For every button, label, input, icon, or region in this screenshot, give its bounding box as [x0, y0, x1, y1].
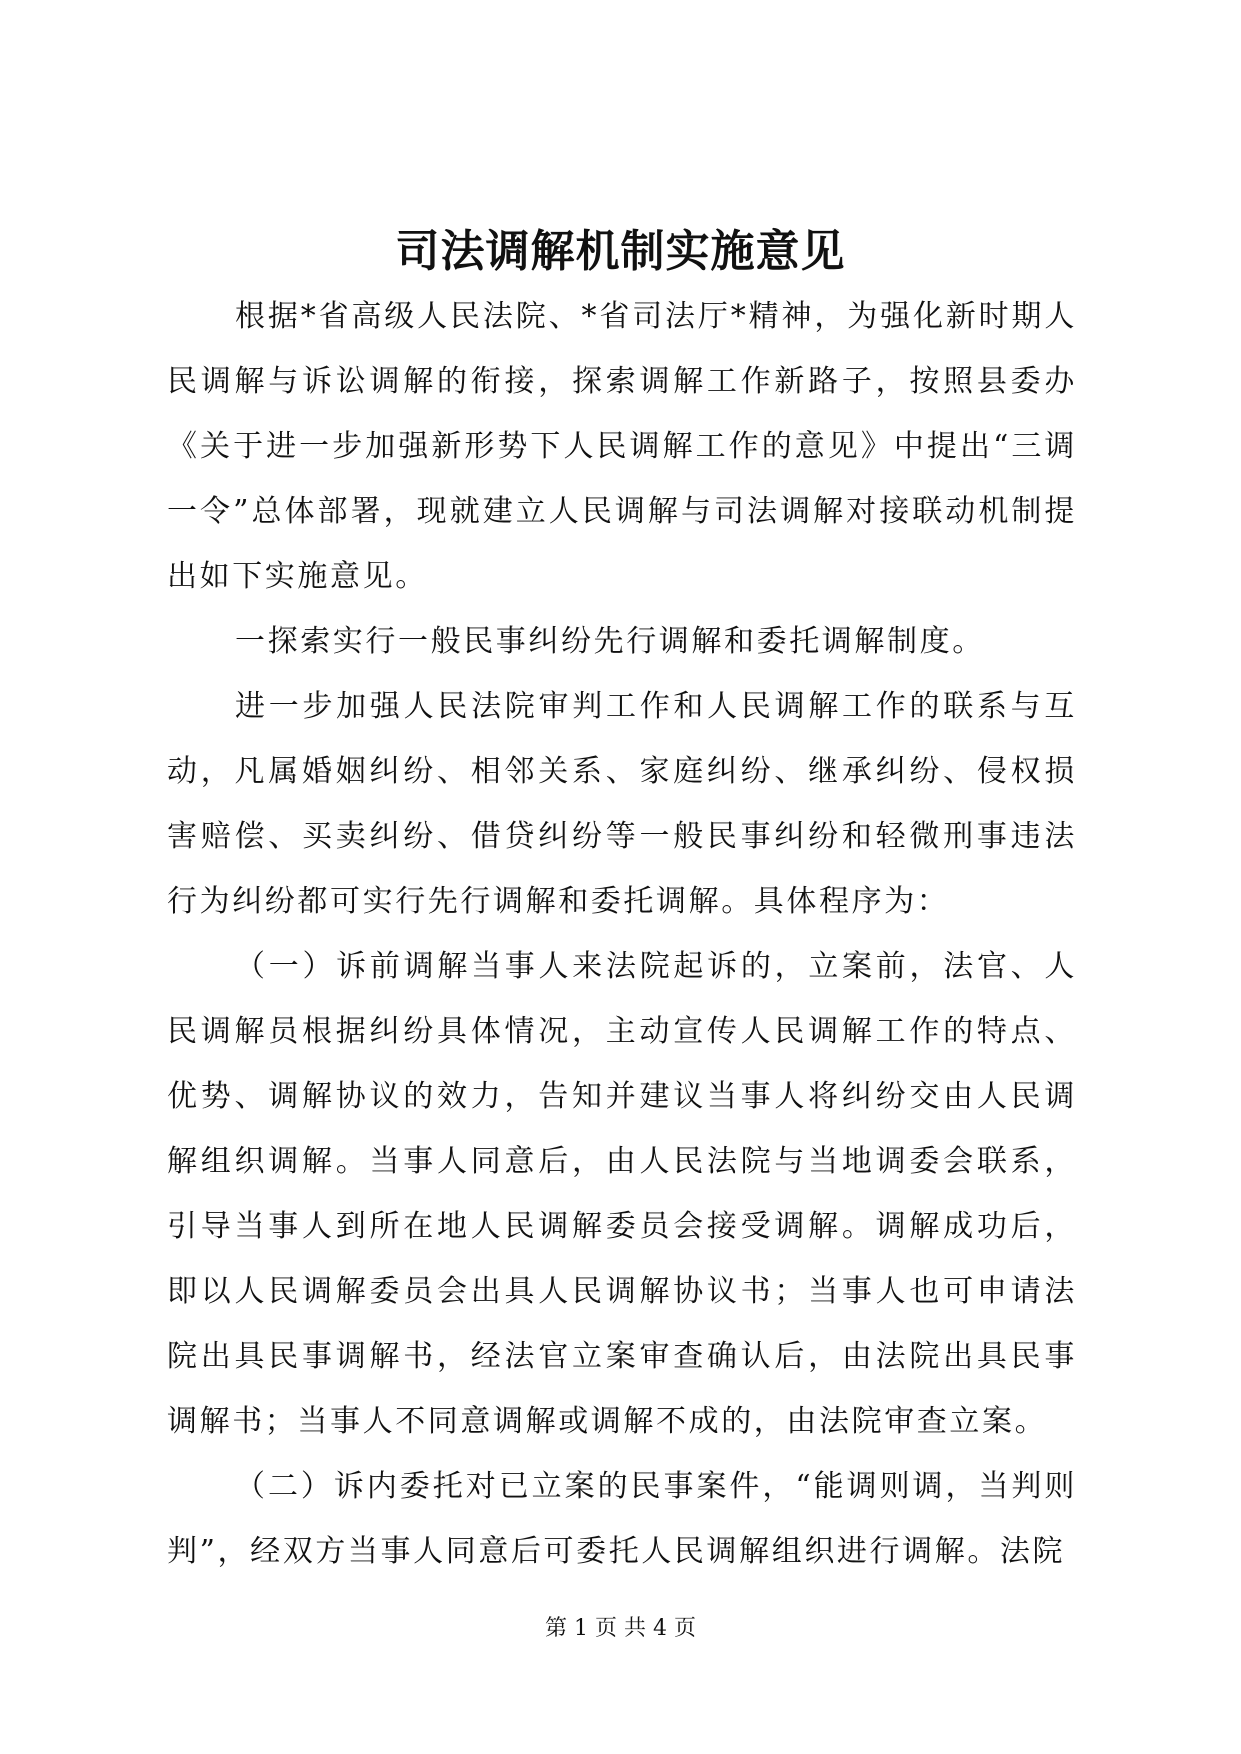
paragraph-intro: 根据*省高级人民法院、*省司法厅*精神，为强化新时期人民调解与诉讼调解的衔接，探索调解工作新路子，按照县委办《关于进一步加强新形势下人民调解工作的意见》中提出“三调一令”总体部署，现就建立人民调解与司法调解对接联动机制提出如下实施意见。 — [167, 299, 1077, 594]
document-body — [167, 284, 1077, 1584]
paragraph-pre-litigation-mediation: （一）诉前调解当事人来法院起诉的，立案前，法官、人民调解员根据纠纷具体情况，主动宣传人民调解工作的特点、优势、调解协议的效力，告知并建议当事人将纠纷交由人民调解组织调解。当事人同意后，由人民法院与当地调委会联系，引导当事人到所在地人民调解委员会接受调解。调解成功后，即以人民调解委员会出具人民调解协议书；当事人也可申请法院出具民事调解书，经法官立案审查确认后，由法院出具民事调解书；当事人不同意调解或调解不成的，由法院审查立案。 — [167, 949, 1077, 1439]
page-footer: 第 1 页 共 4 页 — [545, 1616, 696, 1641]
document-title: 司法调解机制实施意见 — [395, 226, 846, 277]
paragraph-section-one-heading: 一探索实行一般民事纠纷先行调解和委托调解制度。 — [235, 624, 985, 659]
paragraph-in-litigation-entrustment: （二）诉内委托对已立案的民事案件，“能调则调，当判则判”，经双方当事人同意后可委托人民调解组织进行调解。法院 — [167, 1469, 1077, 1569]
paragraph-section-one-body: 进一步加强人民法院审判工作和人民调解工作的联系与互动，凡属婚姻纠纷、相邻关系、家庭纠纷、继承纠纷、侵权损害赔偿、买卖纠纷、借贷纠纷等一般民事纠纷和轻微刑事违法行为纠纷都可实行先行调解和委托调解。具体程序为： — [167, 689, 1077, 919]
